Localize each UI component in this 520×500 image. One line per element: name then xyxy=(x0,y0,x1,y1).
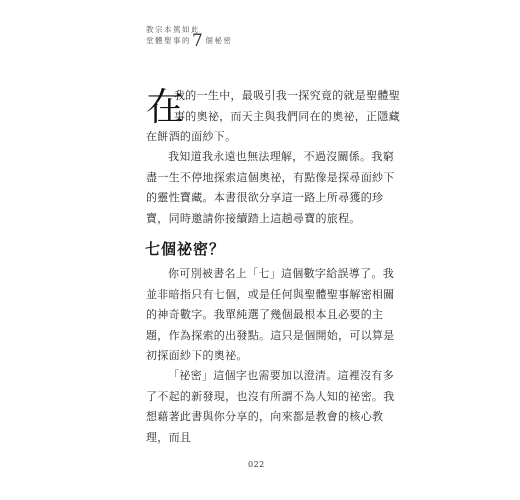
running-head xyxy=(146,24,233,51)
running-head-title-after: 個秘密 xyxy=(205,36,233,45)
drop-cap: 在 xyxy=(146,85,185,129)
opening-paragraph-lines: 我的一生中，最吸引我一探究竟的就是聖體聖事的奧祕，而天主與我們同在的奧祕，正隱藏 xyxy=(174,89,400,123)
running-head-line1: 教宗本篤如此 xyxy=(146,25,200,34)
running-head-number: 7 xyxy=(192,31,205,51)
running-head-title-before: 堂體聖事的 xyxy=(146,36,191,45)
page-number: 022 xyxy=(248,460,265,469)
running-head-line2 xyxy=(146,31,233,51)
body-paragraph-2: 我知道我永遠也無法理解，不過沒關係。我窮盡一生不停地探索這個奧祕，有點像是探尋面紗下的靈性寶藏。本書很欲分享這一路上所尋獲的珍寶，同時邀請你接續踏上這趟尋寶的旅程。 xyxy=(146,150,395,225)
body-paragraph-4: 「祕密」這個字也需要加以澄清。這裡沒有多了不起的新發現，也沒有所謂不為人知的祕密。我想藉著此書與你分享的，向來都是教會的核心教理，而且 xyxy=(146,369,395,444)
body-paragraph-3: 你可別被書名上「七」這個數字給誤導了。我並非暗指只有七個，或是任何與聖體聖事解密相關的神奇數字。我單純選了幾個最根本且必要的主題，作為探索的出發點。這只是個開始，可以算是初探面紗下的奧祕。 xyxy=(146,267,395,362)
opening-paragraph-last-line: 在餅酒的面紗下。 xyxy=(146,130,237,143)
section-heading: 七個祕密？ xyxy=(145,240,226,258)
